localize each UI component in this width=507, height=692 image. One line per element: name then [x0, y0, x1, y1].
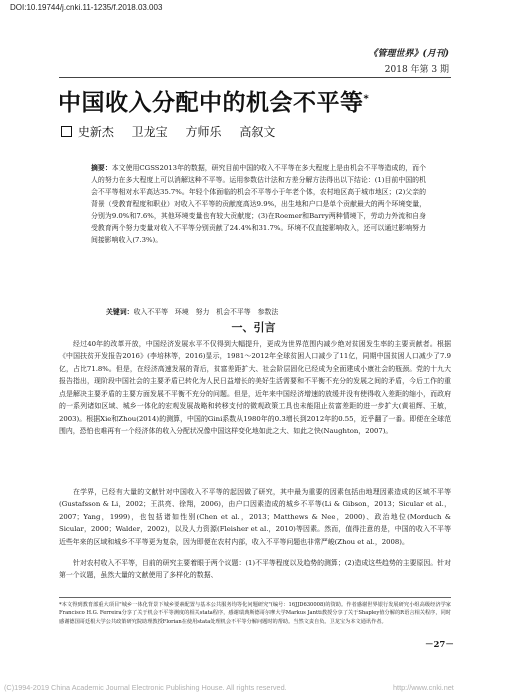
page-title: [58, 84, 369, 117]
header-divider: [59, 77, 451, 78]
body-paragraph: 在学界，已经有大量的文献针对中国收入不平等的起因做了研究，其中最为重要的因素包括由地理因素造成的区域不平等(Gustafsson & Li，2002；王洪亮、徐翔，2006)，由户口因素造成的城乡不平等(Li & Gibson，2013；Sicular et al.，2007；Yang，1999)，也包括诸如性别(Chen et al.，2013；Matthews & Nee，2000)、政治地位(Morduch & Sicular，2000；Walder，2002)，以及人力资源(Fleisher et al.，2010)等因素。然而，值得注意的是，中国的收入不平等近些年来的区域和城乡不平等更为复杂，因为即便在农村内部，收入不平等问题也非常严峻(Zhou et al.，2008)。: [59, 488, 451, 546]
author-box-icon: [61, 126, 72, 137]
journal-name: 《管理世界》(月刊): [368, 49, 449, 59]
doi-label: DOI:10.19744/j.cnki.11-1235/f.2018.03.003: [10, 3, 163, 12]
abstract-label: 摘要：: [91, 164, 112, 172]
author-list: [61, 123, 289, 140]
title-text: 中国收入分配中的机会不平等: [58, 90, 364, 116]
copyright-watermark: (C)1994-2019 China Academic Journal Electronic Publishing House. All rights reserved.: [4, 683, 287, 692]
body-paragraph: 经过40年的改革开放，中国经济发展水平不仅得到大幅提升，更成为世界范围内减少绝对贫困发生率的主要贡献者。根据《中国扶贫开发报告2016》(李培林等，2016)显示，1981～2012年全球贫困人口减少了11亿，同期中国贫困人口减少了7.9亿，占比71.8%。但是，在经济高速发展的背后，贫富差距扩大、社会阶层固化已经成为全面建成小康社会的瓶颈。党的十九大报告指出，现阶段中国社会的主要矛盾已转化为人民日益增长的美好生活需要和不平衡不充分的发展之间的矛盾，今后工作的重点是解决主要矛盾的主要方面发展不平衡不充分的问题。但是，近年来中国经济增速的放缓并没有使得收入差距的缩小，而政府的一系列诸如区域、城乡一体化的宏观发展战略和转移支付的微观政策工具也未能阻止贫富差距的进一步扩大(黄祖辉、王敏，2003)。根据Xie和Zhou(2014)的测算，中国的Gini系数从1980年的0.3增长到2012年的0.55，近乎翻了一番。即便在全球范围内，恐怕也难再有一个经济体的收入分配状况像中国这样变化地如此之大、如此之快(Naughton，2007)。: [59, 340, 451, 436]
author-name: 史新杰: [77, 125, 114, 139]
author-name: 方师乐: [185, 125, 222, 139]
page-number: －27－: [425, 640, 454, 650]
section-heading: 一、引言: [231, 321, 276, 334]
site-url: http://www.cnki.net: [393, 683, 454, 692]
title-footnote-mark: *: [363, 93, 370, 105]
footnote-divider: [59, 597, 451, 598]
author-name: 高叙文: [239, 125, 276, 139]
footnote: *本文得到教育部重大项目"城乡一体化背景下城乡要素配置与基本公共服务均等化问题研究"(编号：16JJD630008)的资助。作者感谢世界银行发展研究小组高级经济学家Francisco H.G. Ferreira分享了关于机会不平等测度的相关stata程序，感谢瑞典斯德哥尔摩大学Markus Jantti教授分享了关于Shapley值分解的R语言相关程序，同时感谢德国哥廷根大学公共政策研究院助理教授Florian在使用stata处理机会不平等分解问题时的帮助。当然文责自负。卫龙宝为本文通讯作者。: [59, 602, 451, 625]
keywords-text: 收入不平等 环境 努力 机会不平等 参数法: [133, 308, 279, 316]
abstract: [91, 163, 426, 247]
abstract-text: 本文使用CGSS2013年的数据，研究目前中国的收入不平等在多大程度上是由机会不平等造成的，而个人的努力在多大程度上可以消解这种不平等。运用参数估计法和方差分解方法得出以下结论：(1)目前中国的机会不平等相对水平高达35.7%。年轻个体面临的机会不平等小于年老个体，农村地区高于城市地区；(2)父亲的背景（受教育程度和职业）对收入不平等的贡献度高达9.9%，出生地和户口是单个贡献最大的两个环境变量，分别为9.0%和7.6%，其他环境变量也有较大贡献度；(3)在Roemer和Barry两种情境下，劳动力外流和自身受教育两个努力变量对收入不平等分别贡献了24.4%和31.7%。环境不仅直接影响收入，还可以通过影响努力间接影响收入(7.3%)。: [91, 164, 426, 244]
author-name: 卫龙宝: [131, 125, 168, 139]
issue-number: 2018 年第 3 期: [384, 65, 449, 75]
body-paragraph: 针对农村收入不平等，目前的研究主要着眼于两个议题：(1)不平等程度以及趋势的测算；(2)造成这些趋势的主要原因。针对第一个议题，虽然大量的文献使用了多样化的数据、: [59, 559, 451, 580]
keywords: [106, 306, 426, 318]
keywords-label: 关键词：: [106, 308, 134, 316]
